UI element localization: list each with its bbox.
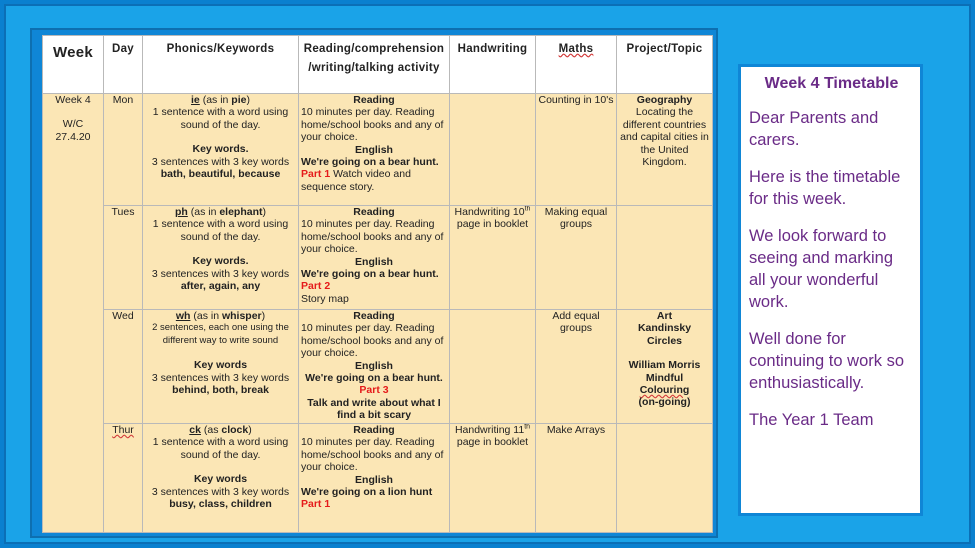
- phonics-cell: ck (as clock) 1 sentence with a word using sound of the day. Key words 3 sentences with 3 key words busy, class, children: [143, 424, 299, 533]
- reading-cell: Reading 10 minutes per day. Reading home/school books and any of your choice. English We're going on a bear hunt. Part 2 Story map: [299, 206, 450, 310]
- maths-cell: Counting in 10's: [536, 94, 617, 206]
- handwriting-cell: [450, 94, 536, 206]
- slide-frame: [4, 4, 971, 544]
- day-cell: Tues: [104, 206, 143, 310]
- table-row: [43, 206, 713, 310]
- reading-cell: Reading 10 minutes per day. Reading home/school books and any of your choice. English We're going on a lion hunt Part 1: [299, 424, 450, 533]
- header-project: Project/Topic: [617, 36, 713, 94]
- header-phonics: Phonics/Keywords: [143, 36, 299, 94]
- header-row: [43, 36, 713, 94]
- message-greeting: Dear Parents and carers.: [749, 109, 879, 149]
- maths-cell: Add equal groups: [536, 310, 617, 424]
- reading-cell: Reading 10 minutes per day. Reading home/school books and any of your choice. English We're going on a bear hunt. Part 1 Watch video and sequence story.: [299, 94, 450, 206]
- day-cell: Thur: [104, 424, 143, 533]
- message-paragraph: Well done for continuing to work so enthusiastically.: [749, 330, 905, 392]
- message-paragraph: Here is the timetable for this week.: [749, 168, 901, 208]
- phonics-cell: wh (as in whisper) 2 sentences, each one using the different way to write sound Key words 3 sentences with 3 key words behind, both, break: [143, 310, 299, 424]
- header-reading: Reading/comprehension /writing/talking activity: [299, 36, 450, 94]
- message-signoff: The Year 1 Team: [749, 411, 874, 429]
- table-row: [43, 310, 713, 424]
- handwriting-cell: Handwriting 11th page in booklet: [450, 424, 536, 533]
- project-cell: [617, 424, 713, 533]
- message-panel: [738, 64, 923, 516]
- table-row: [43, 424, 713, 533]
- header-day: Day: [104, 36, 143, 94]
- handwriting-cell: Handwriting 10th page in booklet: [450, 206, 536, 310]
- timetable: [42, 35, 713, 533]
- maths-cell: Make Arrays: [536, 424, 617, 533]
- phonics-cell: ph (as in elephant) 1 sentence with a word using sound of the day. Key words. 3 sentences with 3 key words after, again, any: [143, 206, 299, 310]
- phonics-cell: ie (as in pie) 1 sentence with a word using sound of the day. Key words. 3 sentences with 3 key words bath, beautiful, because: [143, 94, 299, 206]
- timetable-panel: [30, 28, 718, 538]
- day-cell: Mon: [104, 94, 143, 206]
- project-cell: [617, 206, 713, 310]
- message-title: Week 4 Timetable: [764, 75, 899, 92]
- header-maths: Maths: [536, 36, 617, 94]
- table-row: [43, 94, 713, 206]
- week-cell: Week 4 W/C 27.4.20: [43, 94, 104, 533]
- message-paragraph: We look forward to seeing and marking all your wonderful work.: [749, 227, 894, 311]
- project-cell: Art Kandinsky Circles William Morris Mindful Colouring (on-going): [617, 310, 713, 424]
- reading-cell: Reading 10 minutes per day. Reading home/school books and any of your choice. English We're going on a bear hunt. Part 3 Talk and write about what I find a bit scary: [299, 310, 450, 424]
- header-week: Week: [43, 36, 104, 94]
- maths-cell: Making equal groups: [536, 206, 617, 310]
- day-cell: Wed: [104, 310, 143, 424]
- handwriting-cell: [450, 310, 536, 424]
- header-handwriting: Handwriting: [450, 36, 536, 94]
- project-cell: Geography Locating the different countries and capital cities in the United Kingdom.: [617, 94, 713, 206]
